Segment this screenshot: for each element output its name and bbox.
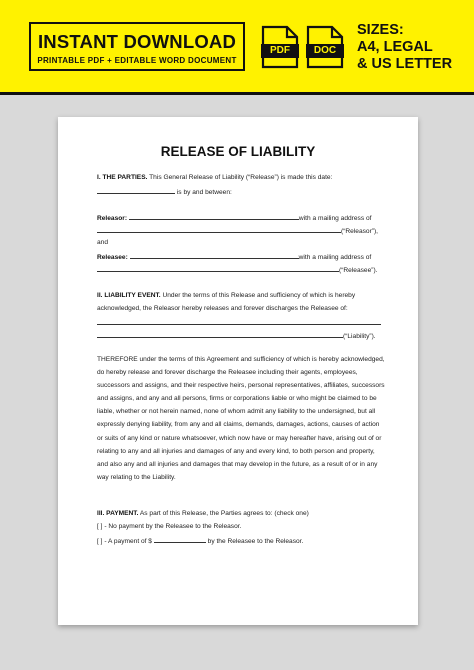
event-text-2: acknowledged, the Releasor hereby releases and forever discharges the Releasee of: — [97, 305, 348, 312]
event-line-2 — [97, 305, 348, 313]
pdf-label: PDF — [261, 44, 299, 58]
payment-heading: III. PAYMENT. — [97, 510, 139, 517]
releasee-label: Releasee: — [97, 254, 128, 261]
payment-option-1[interactable] — [97, 523, 241, 531]
liability-blank-2[interactable] — [97, 331, 343, 338]
option-1-text: [ ] - No payment by the Releasee to the Releasor. — [97, 523, 242, 530]
document-page — [58, 117, 418, 625]
mailing-text: with a mailing address of — [298, 215, 372, 222]
option-2-suffix: by the Releasee to the Releasor. — [207, 538, 304, 545]
sizes-line: SIZES: — [357, 22, 404, 38]
promo-banner — [0, 0, 474, 95]
date-line — [97, 187, 232, 197]
releasor-address-blank[interactable] — [97, 226, 341, 233]
releasee-line — [97, 252, 371, 262]
event-text-1: Under the terms of this Release and sufficiency of which is hereby — [162, 292, 356, 299]
payment-line — [97, 510, 309, 518]
liability-line — [97, 331, 376, 341]
payment-amount-blank[interactable] — [154, 536, 206, 543]
releasor-tag: (“Releasor”), — [341, 228, 379, 235]
mailing-text: with a mailing address of — [298, 254, 372, 261]
payment-text: As part of this Release, the Parties agrees to: (check one) — [139, 510, 309, 517]
releasee-address-line — [97, 265, 377, 275]
parties-line — [97, 174, 332, 182]
releasee-name-blank[interactable] — [130, 252, 299, 259]
date-blank[interactable] — [97, 187, 175, 194]
option-2-prefix: [ ] - A payment of $ — [97, 538, 152, 545]
pdf-file-icon — [261, 25, 299, 69]
releasee-address-blank[interactable] — [97, 265, 339, 272]
event-heading: II. LIABILITY EVENT. — [97, 292, 161, 299]
payment-option-2[interactable] — [97, 536, 303, 546]
releasor-address-line — [97, 226, 378, 236]
therefore-paragraph: THEREFORE under the terms of this Agreement and sufficiency of which is hereby acknowledged, do hereby release and forever discharge the Releasee including their agents, employees, successors and assigns, and their respective heirs, personal representatives, affiliates, successors and assigns, and any and all persons, firms or corporations liable or who might be claimed to be liable, whether or not herein named, none of whom admit any liability to the undersigned, but all expressly denying liability, from any and all claims, demands, damages, actions, causes of action or suits of any kind or nature whatsoever, which now have or may hereafter have, arising out of or relating to any and all injuries and damages of any and every kind, to both person and property, and also any and all injuries and damages that may develop in the future, as a result of or in any way relating to the Liability. — [97, 356, 385, 481]
download-title: INSTANT DOWNLOAD — [37, 31, 237, 52]
event-line-1 — [97, 292, 355, 300]
and-text: and — [97, 239, 109, 246]
doc-file-icon — [306, 25, 344, 69]
liability-tag: (“Liability”). — [343, 333, 376, 340]
parties-heading: I. THE PARTIES. — [97, 174, 148, 181]
sizes-text — [357, 22, 452, 73]
document-title: RELEASE OF LIABILITY — [160, 144, 316, 159]
liability-blank-line — [97, 318, 381, 328]
and-line — [97, 239, 108, 247]
releasor-name-blank[interactable] — [129, 213, 299, 220]
instant-download-box — [29, 22, 245, 71]
sizes-line: A4, LEGAL — [357, 39, 433, 55]
doc-label: DOC — [306, 44, 344, 58]
liability-blank-1[interactable] — [97, 318, 381, 325]
sizes-line: & US LETTER — [357, 56, 453, 72]
parties-text-2: is by and between: — [176, 189, 232, 196]
releasor-label: Releasor: — [97, 215, 128, 222]
releasee-tag: (“Releasee”). — [339, 267, 378, 274]
releasor-line — [97, 213, 371, 223]
download-subtitle: PRINTABLE PDF + EDITABLE WORD DOCUMENT — [37, 56, 237, 65]
parties-text: This General Release of Liability (“Release”) is made this date: — [149, 174, 333, 181]
